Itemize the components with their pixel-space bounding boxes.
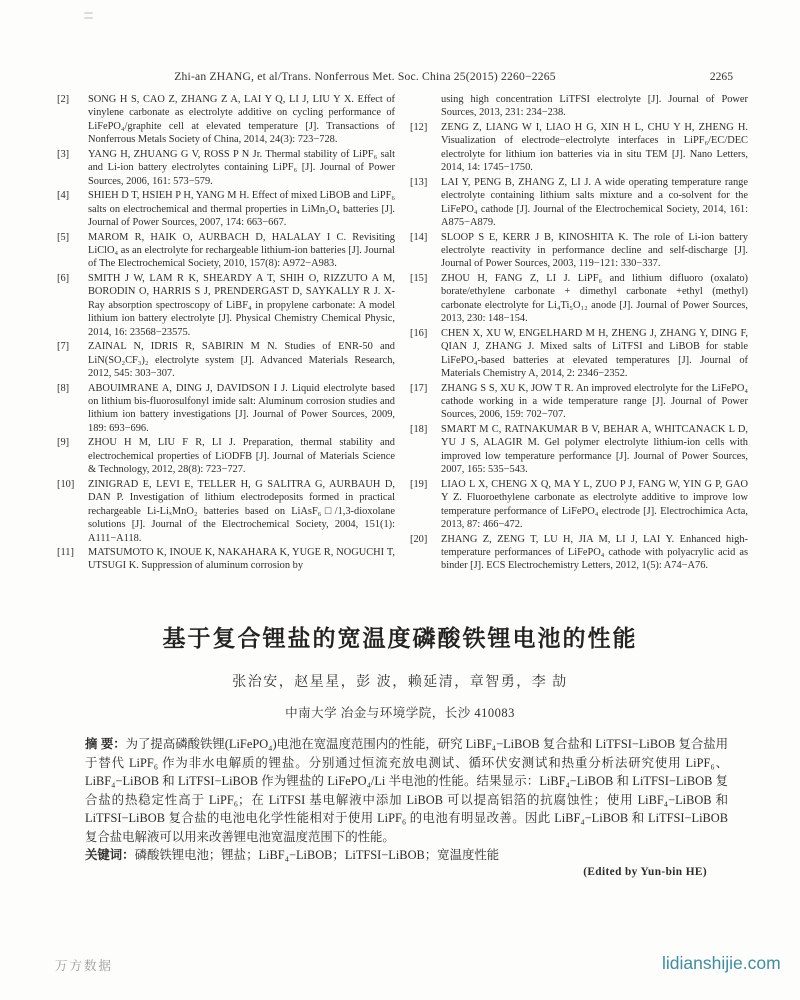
reference-text: ABOUIMRANE A, DING J, DAVIDSON I J. Liquid electrolyte based on lithium bis-fluorosulfonyl imide salt: Aluminum corrosion studies and lithium ion battery investigations [J]. Journal of Power Sources, 2009, 189: 693−696. — [88, 382, 395, 434]
reference-item — [57, 478, 395, 545]
reference-item — [410, 231, 748, 271]
abstract-label: 摘 要： — [85, 737, 126, 751]
reference-number: [17] — [410, 382, 428, 394]
reference-item — [57, 340, 395, 380]
reference-text: using high concentration LiTFSI electrolyte [J]. Journal of Power Sources, 2013, 231: 234−238. — [441, 94, 748, 119]
reference-item — [410, 121, 748, 175]
reference-number: [19] — [410, 478, 428, 490]
reference-item — [410, 478, 748, 532]
keywords-text: 磷酸铁锂电池；锂盐；LiBF₄−LiBOB；LiTFSI−LiBOB；宽温度性能 — [134, 848, 500, 862]
reference-item — [57, 93, 395, 147]
reference-item — [410, 423, 748, 477]
reference-item — [57, 189, 395, 229]
references-left-column — [57, 93, 395, 574]
reference-text: ZHANG S S, XU K, JOW T R. An improved electrolyte for the LiFePO₄ cathode working in a wide temperature range [J]. Journal of Power Sources, 2006, 159: 702−707. — [441, 382, 748, 421]
reference-text: MAROM R, HAIK O, AURBACH D, HALALAY I C. Revisiting LiClO₄ as an electrolyte for rechargeable lithium-ion batteries [J]. Journal of The Electrochemical Society, 2010, 157(8): A972−A983. — [88, 231, 395, 270]
reference-item — [57, 382, 395, 436]
reference-number: [13] — [410, 176, 428, 188]
abstract-text: 为了提高磷酸铁锂(LiFePO₄)电池在宽温度范围内的性能，研究 LiBF₄−LiBOB 复合盐和 LiTFSI−LiBOB 复合盐用于替代 LiPF₆ 作为非水电解质的锂盐。分别通过恒流充放电测试、循环伏安测试和热重分析法研究使用 LiPF₆、LiBF₄−LiBOB 和 LiTFSI−LiBOB 作为锂盐的 LiFePO₄/Li 半电池的性能。结果显示：LiBF₄−LiBOB 和 LiTFSI−LiBOB 复合盐的热稳定性高于 LiPF₆；在 LiTFSI 基电解液中添加 LiBOB 可以提高铝箔的抗腐蚀性；使用 LiBF₄−LiBOB 和 LiTFSI−LiBOB 复合盐的电池电化学性能相对于使用 LiPF₆ 的电池有明显改善。因此 LiBF₄−LiBOB 和 LiTFSI−LiBOB 复合盐电解液可以用来改善锂电池宽温度范围下的性能。 — [85, 737, 728, 844]
reference-number: [9] — [57, 437, 70, 449]
chinese-abstract — [85, 735, 728, 865]
reference-text: SONG H S, CAO Z, ZHANG Z A, LAI Y Q, LI J, LIU Y X. Effect of vinylene carbonate as electrolyte additive on cycling performance of LiFePO₄/graphite cell at elevated temperature [J]. Transactions of Nonferrous Metals Society of China, 2014, 24(3): 723−728. — [88, 94, 395, 146]
reference-item — [57, 436, 395, 476]
site-watermark: lidianshijie.com — [662, 953, 781, 973]
reference-number: [16] — [410, 327, 428, 339]
reference-item — [410, 533, 748, 573]
keywords-line — [85, 846, 728, 865]
reference-number: [6] — [57, 272, 70, 284]
wanfang-watermark: 万方数据 — [55, 959, 114, 973]
reference-item — [410, 176, 748, 230]
running-title: Zhi-an ZHANG, et al/Trans. Nonferrous Met. Soc. China 25(2015) 2260−2265 — [174, 70, 556, 83]
reference-text: LAI Y, PENG B, ZHANG Z, LI J. A wide operating temperature range electrolyte containing lithium salts mixture and a co-solvent for the LiFePO₄ cathode [J]. Journal of the Electrochemical Society, 2014, 161: A875−A879. — [441, 176, 748, 229]
reference-item — [410, 382, 748, 422]
references-right-column — [410, 93, 748, 574]
reference-text: MATSUMOTO K, INOUE K, NAKAHARA K, YUGE R, NOGUCHI T, UTSUGI K. Suppression of aluminum corrosion by — [88, 546, 395, 572]
reference-number: [15] — [410, 272, 428, 284]
reference-number: [20] — [410, 533, 428, 545]
chinese-title: 基于复合锂盐的宽温度磷酸铁锂电池的性能 — [162, 625, 638, 651]
reference-number: [7] — [57, 341, 70, 353]
reference-number: [3] — [57, 148, 70, 160]
reference-number — [410, 93, 441, 120]
reference-item — [57, 546, 395, 573]
references-section — [57, 93, 748, 574]
reference-text: SHIEH D T, HSIEH P H, YANG M H. Effect of mixed LiBOB and LiPF₆ salts on electrochemical and thermal properties in LiMn₂O₄ batteries [J]. Journal of Power Sources, 2007, 174: 663−667. — [88, 190, 395, 229]
reference-item — [410, 272, 748, 326]
reference-item — [57, 272, 395, 339]
reference-number: [18] — [410, 423, 428, 435]
keywords-label: 关键词： — [85, 848, 135, 862]
reference-text: SLOOP S E, KERR J B, KINOSHITA K. The role of Li-ion battery electrolyte reactivity in performance decline and self-discharge [J]. Journal of Power Sources, 2003, 119−121: 330−337. — [441, 231, 748, 270]
reference-text: ZAINAL N, IDRIS R, SABIRIN M N. Studies of ENR-50 and LiN(SO₂CF₃)₂ electrolyte system [J]. Advanced Materials Research, 2012, 545: 303−307. — [88, 341, 395, 380]
reference-number: [4] — [57, 190, 70, 202]
reference-item — [410, 327, 748, 381]
chinese-affiliation: 中南大学 冶金与环境学院，长沙 410083 — [285, 706, 515, 720]
edited-by-credit: (Edited by Yun-bin HE) — [583, 866, 707, 878]
abstract-paragraph — [85, 735, 728, 846]
reference-number: [11] — [57, 546, 74, 558]
reference-number: [5] — [57, 231, 70, 243]
reference-text: LIAO L X, CHENG X Q, MA Y L, ZUO P J, FANG W, YIN G P, GAO Y Z. Fluoroethylene carbonate as electrolyte additive to improve low temperature performance of LiFePO₄ electrode [J]. Electrochimica Acta, 2013, 87: 466−472. — [441, 478, 748, 531]
reference-number: [2] — [57, 94, 70, 105]
running-header — [57, 70, 733, 83]
chinese-authors: 张治安，赵星星，彭 波，赖延清，章智勇，李 劼 — [232, 675, 568, 690]
scan-artifact-mark — [84, 12, 96, 24]
reference-text: YANG H, ZHUANG G V, ROSS P N Jr. Thermal stability of LiPF₆ salt and Li-ion battery electrolytes containing LiPF₆ [J]. Journal of Power Sources, 2006, 161: 573−579. — [88, 148, 395, 187]
reference-number: [14] — [410, 231, 428, 243]
reference-text: ZHOU H, FANG Z, LI J. LiPF₆ and lithium difluoro (oxalato) borate/ethylene carbonate + dimethyl carbonate +ethyl (methyl) carbonate electrolyte for Li₄Ti₅O₁₂ anode [J]. Journal of Power Sources, 2013, 230: 148−154. — [441, 272, 748, 325]
reference-text: ZINIGRAD E, LEVI E, TELLER H, G SALITRA G, AURBAUH D, DAN P. Investigation of lithium electrodeposits formed in practical rechargeable Li-LiₓMnO₂ batteries based on LiAsF₆□/1,3-dioxolane solutions [J]. Journal of the Electrochemical Society, 2004, 151(1): A111−A118. — [88, 478, 395, 544]
reference-item — [57, 231, 395, 271]
reference-item — [410, 93, 748, 120]
reference-text: ZHOU H M, LIU F R, LI J. Preparation, thermal stability and electrochemical properties of LiODFB [J]. Journal of Materials Science & Technology, 2012, 28(8): 723−727. — [88, 437, 395, 476]
reference-text: ZHANG Z, ZENG T, LU H, JIA M, LI J, LAI Y. Enhanced high-temperature performances of LiFePO₄ cathode with polyacrylic acid as binder [J]. ECS Electrochemistry Letters, 2012, 1(5): A74−A76. — [441, 533, 748, 572]
reference-number: [10] — [57, 478, 75, 490]
reference-text: ZENG Z, LIANG W I, LIAO H G, XIN H L, CHU Y H, ZHENG H. Visualization of electrode−electrolyte interfaces in LiPF₆/EC/DEC electrolyte for lithium ion batteries via in situ TEM [J]. Nano Letters, 2014, 14: 1745−1750. — [441, 121, 748, 174]
reference-text: SMITH J W, LAM R K, SHEARDY A T, SHIH O, RIZZUTO A M, BORODIN O, HARRIS S J, PRENDERGAST D, SAYKALLY R J. X-Ray absorption spectroscopy of LiBF₄ in propylene carbonate: A model lithium ion battery electrolyte [J]. Physical Chemistry Chemical Physic, 2014, 16: 23568−23575. — [88, 272, 395, 338]
reference-item — [57, 148, 395, 188]
reference-number: [8] — [57, 382, 70, 394]
page-number: 2265 — [709, 70, 733, 83]
reference-text: CHEN X, XU W, ENGELHARD M H, ZHENG J, ZHANG Y, DING F, QIAN J, ZHANG J. Mixed salts of LiTFSI and LiBOB for stable LiFePO₄-based batteries at elevated temperatures [J]. Journal of Materials Chemistry A, 2014, 2: 2346−2352. — [441, 327, 748, 380]
reference-number: [12] — [410, 121, 428, 133]
reference-text: SMART M C, RATNAKUMAR B V, BEHAR A, WHITCANACK L D, YU J S, ALAGIR M. Gel polymer electrolyte lithium-ion cells with improved low temperature performance [J]. Journal of Power Sources, 2007, 165: 535−543. — [441, 423, 748, 476]
